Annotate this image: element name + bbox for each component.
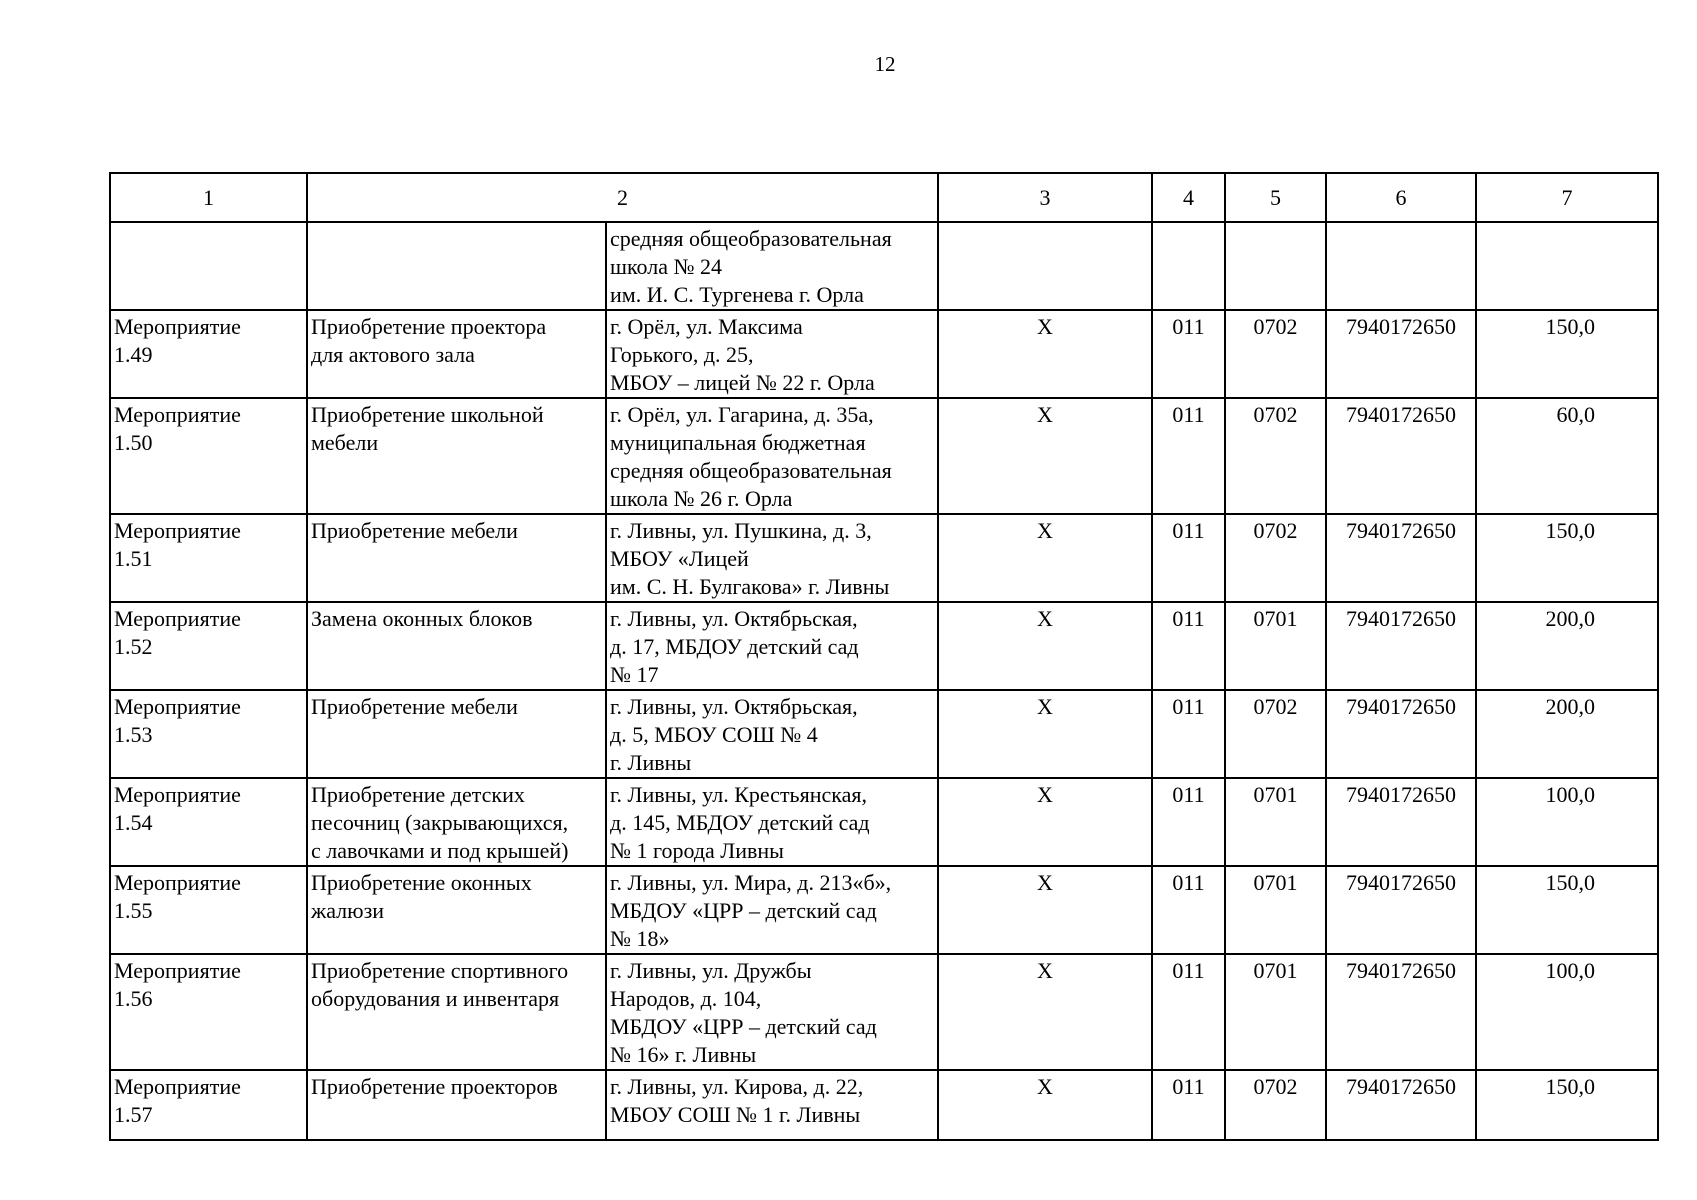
cell-col3: X <box>938 514 1152 602</box>
cell-address: г. Ливны, ул. Дружбы Народов, д. 104, МБДОУ «ЦРР – детский сад № 16» г. Ливны <box>606 954 938 1070</box>
cell-col4: 011 <box>1152 310 1225 398</box>
table-row <box>110 866 1658 954</box>
cell-name: Приобретение мебели <box>307 514 606 602</box>
cell-col6: 7940172650 <box>1326 954 1476 1070</box>
cell-col7: 200,0 <box>1476 690 1658 778</box>
cell-name: Приобретение школьной мебели <box>307 398 606 514</box>
cell-col5: 0702 <box>1225 690 1326 778</box>
header-cell-2: 2 <box>307 173 938 222</box>
cell-col4 <box>1152 222 1225 310</box>
cell-measure: Мероприятие 1.50 <box>110 398 307 514</box>
cell-col7: 100,0 <box>1476 954 1658 1070</box>
cell-col3: X <box>938 1070 1152 1140</box>
cell-col6: 7940172650 <box>1326 866 1476 954</box>
cell-col4: 011 <box>1152 866 1225 954</box>
cell-col7: 150,0 <box>1476 1070 1658 1140</box>
cell-col5: 0701 <box>1225 866 1326 954</box>
cell-address: г. Ливны, ул. Пушкина, д. 3, МБОУ «Лицей им. С. Н. Булгакова» г. Ливны <box>606 514 938 602</box>
cell-address: г. Ливны, ул. Мира, д. 213«б», МБДОУ «ЦРР – детский сад № 18» <box>606 866 938 954</box>
cell-col6: 7940172650 <box>1326 398 1476 514</box>
table-row <box>110 310 1658 398</box>
cell-name: Приобретение проектора для актового зала <box>307 310 606 398</box>
measures-table <box>109 172 1659 1141</box>
cell-col3: X <box>938 310 1152 398</box>
cell-col7 <box>1476 222 1658 310</box>
cell-measure: Мероприятие 1.55 <box>110 866 307 954</box>
cell-col7: 150,0 <box>1476 866 1658 954</box>
cell-measure: Мероприятие 1.52 <box>110 602 307 690</box>
cell-col6: 7940172650 <box>1326 602 1476 690</box>
cell-col7: 150,0 <box>1476 514 1658 602</box>
cell-col6: 7940172650 <box>1326 778 1476 866</box>
table-row <box>110 222 1658 310</box>
table-row <box>110 690 1658 778</box>
cell-col4: 011 <box>1152 690 1225 778</box>
header-cell-6: 6 <box>1326 173 1476 222</box>
cell-address: г. Ливны, ул. Крестьянская, д. 145, МБДОУ детский сад № 1 города Ливны <box>606 778 938 866</box>
cell-col5 <box>1225 222 1326 310</box>
header-cell-4: 4 <box>1152 173 1225 222</box>
cell-col5: 0702 <box>1225 514 1326 602</box>
cell-col5: 0701 <box>1225 602 1326 690</box>
cell-col5: 0701 <box>1225 954 1326 1070</box>
cell-address: г. Ливны, ул. Октябрьская, д. 5, МБОУ СОШ № 4 г. Ливны <box>606 690 938 778</box>
cell-name: Приобретение проекторов <box>307 1070 606 1140</box>
cell-name: Приобретение оконных жалюзи <box>307 866 606 954</box>
table-row <box>110 954 1658 1070</box>
cell-name <box>307 222 606 310</box>
cell-col4: 011 <box>1152 778 1225 866</box>
cell-col5: 0701 <box>1225 778 1326 866</box>
cell-address: г. Орёл, ул. Гагарина, д. 35а, муниципальная бюджетная средняя общеобразовательная школа № 26 г. Орла <box>606 398 938 514</box>
cell-address: средняя общеобразовательная школа № 24 им. И. С. Тургенева г. Орла <box>606 222 938 310</box>
cell-measure: Мероприятие 1.54 <box>110 778 307 866</box>
cell-col7: 200,0 <box>1476 602 1658 690</box>
cell-measure: Мероприятие 1.57 <box>110 1070 307 1140</box>
cell-col3 <box>938 222 1152 310</box>
cell-col7: 150,0 <box>1476 310 1658 398</box>
cell-name: Замена оконных блоков <box>307 602 606 690</box>
cell-col6: 7940172650 <box>1326 1070 1476 1140</box>
cell-col3: X <box>938 398 1152 514</box>
cell-col7: 60,0 <box>1476 398 1658 514</box>
cell-col6: 7940172650 <box>1326 310 1476 398</box>
table-row <box>110 398 1658 514</box>
cell-measure <box>110 222 307 310</box>
cell-col4: 011 <box>1152 602 1225 690</box>
cell-measure: Мероприятие 1.51 <box>110 514 307 602</box>
cell-col6: 7940172650 <box>1326 514 1476 602</box>
cell-col3: X <box>938 778 1152 866</box>
header-cell-7: 7 <box>1476 173 1658 222</box>
cell-col3: X <box>938 690 1152 778</box>
cell-col4: 011 <box>1152 1070 1225 1140</box>
header-cell-5: 5 <box>1225 173 1326 222</box>
table-row <box>110 1070 1658 1140</box>
cell-measure: Мероприятие 1.53 <box>110 690 307 778</box>
cell-address: г. Орёл, ул. Максима Горького, д. 25, МБОУ – лицей № 22 г. Орла <box>606 310 938 398</box>
table-row <box>110 778 1658 866</box>
table-header-row <box>110 173 1658 222</box>
cell-col6 <box>1326 222 1476 310</box>
cell-address: г. Ливны, ул. Октябрьская, д. 17, МБДОУ детский сад № 17 <box>606 602 938 690</box>
cell-col5: 0702 <box>1225 310 1326 398</box>
table-row <box>110 602 1658 690</box>
cell-col3: X <box>938 954 1152 1070</box>
cell-name: Приобретение мебели <box>307 690 606 778</box>
cell-address: г. Ливны, ул. Кирова, д. 22, МБОУ СОШ № 1 г. Ливны <box>606 1070 938 1140</box>
cell-col4: 011 <box>1152 514 1225 602</box>
cell-col4: 011 <box>1152 954 1225 1070</box>
cell-col3: X <box>938 602 1152 690</box>
cell-col6: 7940172650 <box>1326 690 1476 778</box>
cell-measure: Мероприятие 1.49 <box>110 310 307 398</box>
page-number: 12 <box>874 52 896 76</box>
cell-measure: Мероприятие 1.56 <box>110 954 307 1070</box>
header-cell-1: 1 <box>110 173 307 222</box>
cell-name: Приобретение детских песочниц (закрывающихся, с лавочками и под крышей) <box>307 778 606 866</box>
cell-name: Приобретение спортивного оборудования и инвентаря <box>307 954 606 1070</box>
cell-col7: 100,0 <box>1476 778 1658 866</box>
table-row <box>110 514 1658 602</box>
cell-col5: 0702 <box>1225 398 1326 514</box>
header-cell-3: 3 <box>938 173 1152 222</box>
cell-col4: 011 <box>1152 398 1225 514</box>
cell-col5: 0702 <box>1225 1070 1326 1140</box>
cell-col3: X <box>938 866 1152 954</box>
